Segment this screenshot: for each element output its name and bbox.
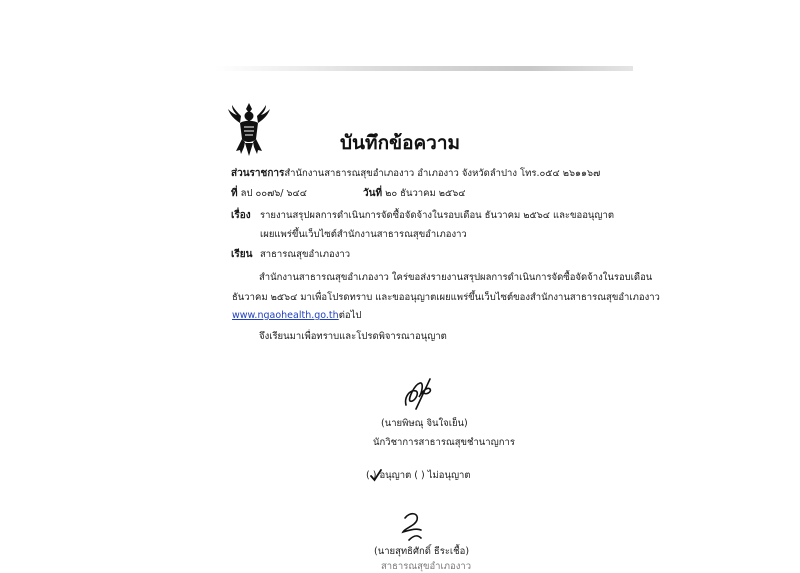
subject-label: เรื่อง (231, 210, 251, 221)
recipient-value: สาธารณสุขอำเภองาว (260, 249, 351, 260)
website-link[interactable]: www.ngaohealth.go.th (232, 310, 339, 321)
body-line-3 (232, 310, 361, 322)
agency-value: สำนักงานสาธารณสุขอำเภองาว อำเภองาว จังหวัดลำปาง โทร.๐๕๔ ๒๖๑๑๖๗ (284, 168, 601, 179)
scan-edge-artifact (215, 66, 633, 71)
approval-options: ( ) อนุญาต ( ) ไม่อนุญาต (366, 470, 471, 481)
agency-label: ส่วนราชการ (231, 168, 285, 179)
ref-value: ลป ๐๐๗๖/ ๖๔๔ (240, 188, 307, 199)
ref-label: ที่ (231, 188, 238, 199)
recipient-label: เรียน (231, 249, 253, 260)
body-link-suffix: ต่อไป (338, 310, 362, 321)
memo-title: บันทึกข้อความ (340, 132, 461, 154)
signer-1-position: นักวิชาการสาธารณสุขชำนาญการ (373, 437, 515, 448)
checkmark-icon (369, 469, 383, 483)
signer-2-position: สาธารณสุขอำเภองาว (381, 561, 472, 572)
signature-1-icon (400, 375, 436, 413)
date-line (363, 188, 465, 200)
subject-line-1: รายงานสรุปผลการดำเนินการจัดซื้อจัดจ้างในรอบเดือน ธันวาคม ๒๕๖๔ และขออนุญาต (260, 210, 615, 221)
date-label: วันที่ (363, 188, 383, 199)
ref-line (231, 188, 307, 200)
signature-2-icon (395, 508, 429, 544)
closing-line: จึงเรียนมาเพื่อทราบและโปรดพิจารณาอนุญาต (259, 331, 447, 342)
agency-line (231, 168, 600, 180)
body-line-1: สำนักงานสาธารณสุขอำเภองาว ใคร่ขอส่งรายงานสรุปผลการดำเนินการจัดซื้อจัดจ้างในรอบเดือน (259, 272, 653, 283)
body-line-2: ธันวาคม ๒๕๖๔ มาเพื่อโปรดทราบ และขออนุญาตเผยแพร่ขึ้นเว็บไซต์ของสำนักงานสาธารณสุขอำเภองาว (232, 292, 660, 303)
signer-2-name: (นายสุทธิศักดิ์ ธีระเชื้อ) (374, 546, 470, 557)
signer-1-name: (นายพิษณุ จินใจเย็น) (381, 418, 468, 429)
garuda-emblem-icon (226, 101, 272, 157)
date-value: ๒๐ ธันวาคม ๒๕๖๔ (385, 188, 466, 199)
subject-line-2: เผยแพร่ขึ้นเว็บไซต์สำนักงานสาธารณสุขอำเภองาว (260, 229, 467, 240)
